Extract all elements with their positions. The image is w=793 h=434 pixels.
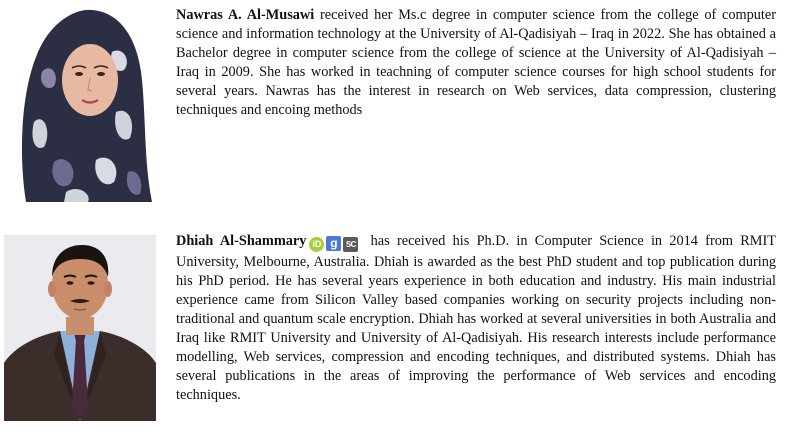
author-name: Nawras A. Al-Musawi	[176, 7, 315, 23]
google-scholar-icon[interactable]: g	[326, 236, 341, 251]
author-photo-dhiah	[4, 235, 156, 421]
author-profile-badges	[309, 234, 360, 253]
author-photo-nawras	[4, 2, 154, 202]
author-name: Dhiah Al-Shammary	[176, 233, 307, 249]
portrait-woman-hijab	[4, 2, 154, 202]
author-bio-dhiah	[0, 230, 793, 430]
bio-paragraph-dhiah	[176, 232, 776, 405]
scopus-icon[interactable]: SC	[343, 237, 358, 252]
author-bio-nawras	[0, 0, 793, 210]
bio-text: received her Ms.c degree in computer science from the college of computer science and information technology at the University of Al-Qadisiyah – Iraq in 2022. She has obtained a Bachelor degree in computer science from the college of science at the University of Al-Qadisiyah – Iraq in 2009. She has worked in teachning of computer science courses for high school students for several years. Nawras has the interest in research on Web services, data compression, clustering techniques and encoing methods	[176, 7, 776, 118]
bio-text: has received his Ph.D. in Computer Science in 2014 from RMIT University, Melbourne, Australia. Dhiah is awarded as the best PhD student and top publication during his PhD period. He has several years experience in both education and industry. His main industrial experience came from Silicon Valley based companies working on security projects including non-traditional and quantum scale encryption. Dhiah has worked at several universities in both Australia and Iraq like RMIT University and University of Al-Qadisiyah. His research interests include performance modelling, Web services, compression and encoding techniques, and distributed systems. Dhiah has several publications in the areas of improving the performance of Web services and encoding techniques.	[176, 233, 776, 403]
orcid-icon[interactable]: iD	[309, 237, 324, 252]
bio-paragraph-nawras	[176, 6, 776, 120]
portrait-man-suit	[4, 235, 156, 421]
